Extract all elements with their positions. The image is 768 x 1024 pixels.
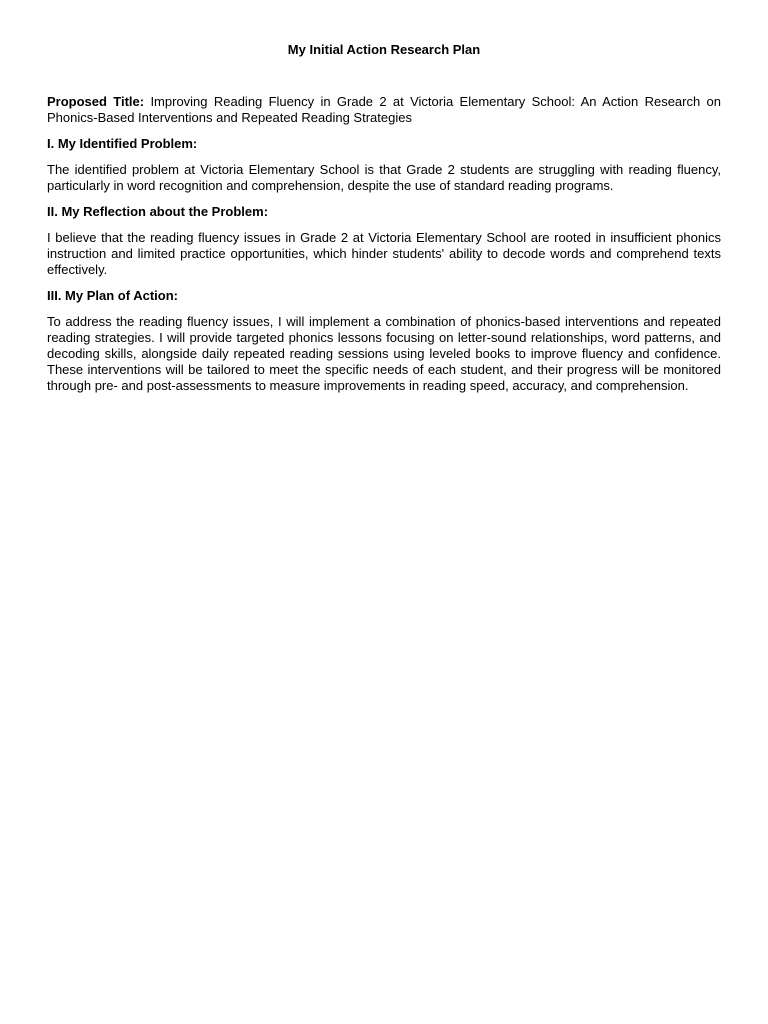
section-heading-identified-problem: I. My Identified Problem:: [47, 136, 198, 151]
section-body-reflection: I believe that the reading fluency issues in Grade 2 at Victoria Elementary School are rooted in insufficient phonics instruction and limited practice opportunities, which hinder students' ability to decode words and comprehend texts effectively.: [47, 230, 721, 277]
section-body-plan-of-action: To address the reading fluency issues, I will implement a combination of phonics-based interventions and repeated reading strategies. I will provide targeted phonics lessons focusing on letter-sound relationships, word patterns, and decoding skills, alongside daily repeated reading sessions using leveled books to improve fluency and confidence. These interventions will be tailored to meet the specific needs of each student, and their progress will be monitored through pre- and post-assessments to measure improvements in reading speed, accuracy, and comprehension.: [47, 314, 721, 393]
section-body-identified-problem: The identified problem at Victoria Elementary School is that Grade 2 students are struggling with reading fluency, particularly in word recognition and comprehension, despite the use of standard reading programs.: [47, 162, 721, 193]
section-heading-plan-of-action: III. My Plan of Action:: [47, 288, 178, 303]
section-heading-reflection: II. My Reflection about the Problem:: [47, 204, 269, 219]
proposed-title-label: Proposed Title:: [47, 94, 145, 109]
document-title: My Initial Action Research Plan: [287, 42, 481, 57]
proposed-title-paragraph: [47, 94, 721, 126]
proposed-title-text: Improving Reading Fluency in Grade 2 at Victoria Elementary School: An Action Research on Phonics-Based Interventions and Repeated Reading Strategies: [47, 94, 721, 125]
